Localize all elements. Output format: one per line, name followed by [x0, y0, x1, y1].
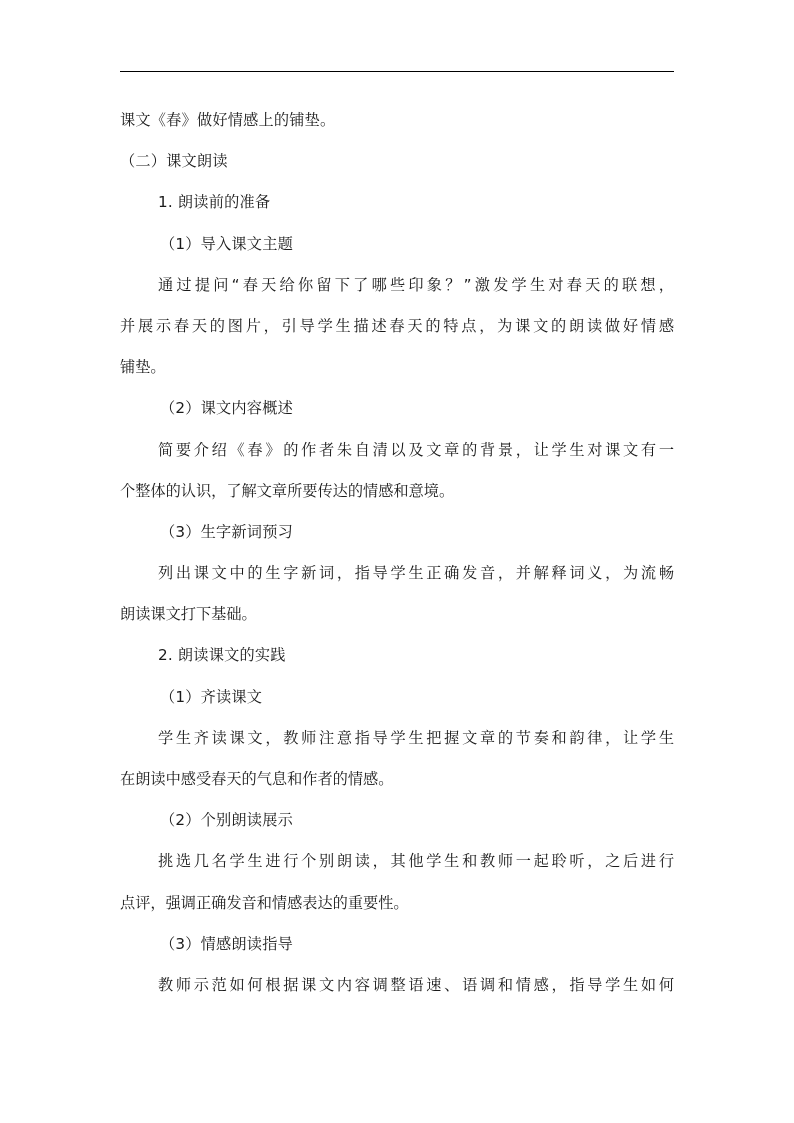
paragraph-line: 简要介绍《春》的作者朱自清以及文章的背景，让学生对课文有一 [158, 440, 674, 459]
item-heading: （1）导入课文主题 [160, 234, 293, 253]
paragraph-line: 列出课文中的生字新词，指导学生正确发音，并解释词义，为流畅 [158, 564, 674, 583]
subsection-heading: 1. 朗读前的准备 [158, 193, 271, 212]
paragraph [120, 841, 674, 923]
paragraph-line: 在朗读中感受春天的气息和作者的情感。 [120, 770, 394, 788]
continuation-line: 课文《春》做好情感上的铺垫。 [120, 111, 336, 129]
paragraph-line: 铺垫。 [120, 358, 166, 377]
section-heading: （二）课文朗读 [120, 152, 228, 171]
paragraph-line: 学生齐读课文，教师注意指导学生把握文章的节奏和韵律，让学生 [158, 728, 674, 747]
item-heading: （2）课文内容概述 [160, 399, 293, 418]
paragraph-line: 点评，强调正确发音和情感表达的重要性。 [120, 893, 409, 912]
paragraph [120, 718, 674, 800]
paragraph-line: 通过提问“春天给你留下了哪些印象？”激发学生对春天的联想， [158, 275, 674, 294]
item-heading: （3）生字新词预习 [160, 522, 293, 541]
paragraph-line: 朗读课文打下基础。 [120, 605, 257, 624]
paragraph [120, 430, 674, 512]
header-rule [120, 71, 674, 72]
paragraph-line: 个整体的认识，了解文章所要传达的情感和意境。 [120, 481, 455, 500]
paragraph-line: 教师示范如何根据课文内容调整语速、语调和情感，指导学生如何 [158, 975, 674, 994]
paragraph-line: 挑选几名学生进行个别朗读，其他学生和教师一起聆听，之后进行 [158, 852, 674, 871]
item-heading: （2）个别朗读展示 [160, 811, 293, 830]
subsection-heading: 2. 朗读课文的实践 [158, 646, 286, 665]
paragraph [120, 965, 674, 1006]
paragraph [120, 553, 674, 635]
item-heading: （3）情感朗读指导 [160, 934, 293, 953]
paragraph [120, 265, 674, 389]
paragraph-line: 并展示春天的图片，引导学生描述春天的特点，为课文的朗读做好情感 [120, 316, 674, 335]
document-body [120, 100, 674, 1006]
item-heading: （1）齐读课文 [160, 687, 263, 706]
